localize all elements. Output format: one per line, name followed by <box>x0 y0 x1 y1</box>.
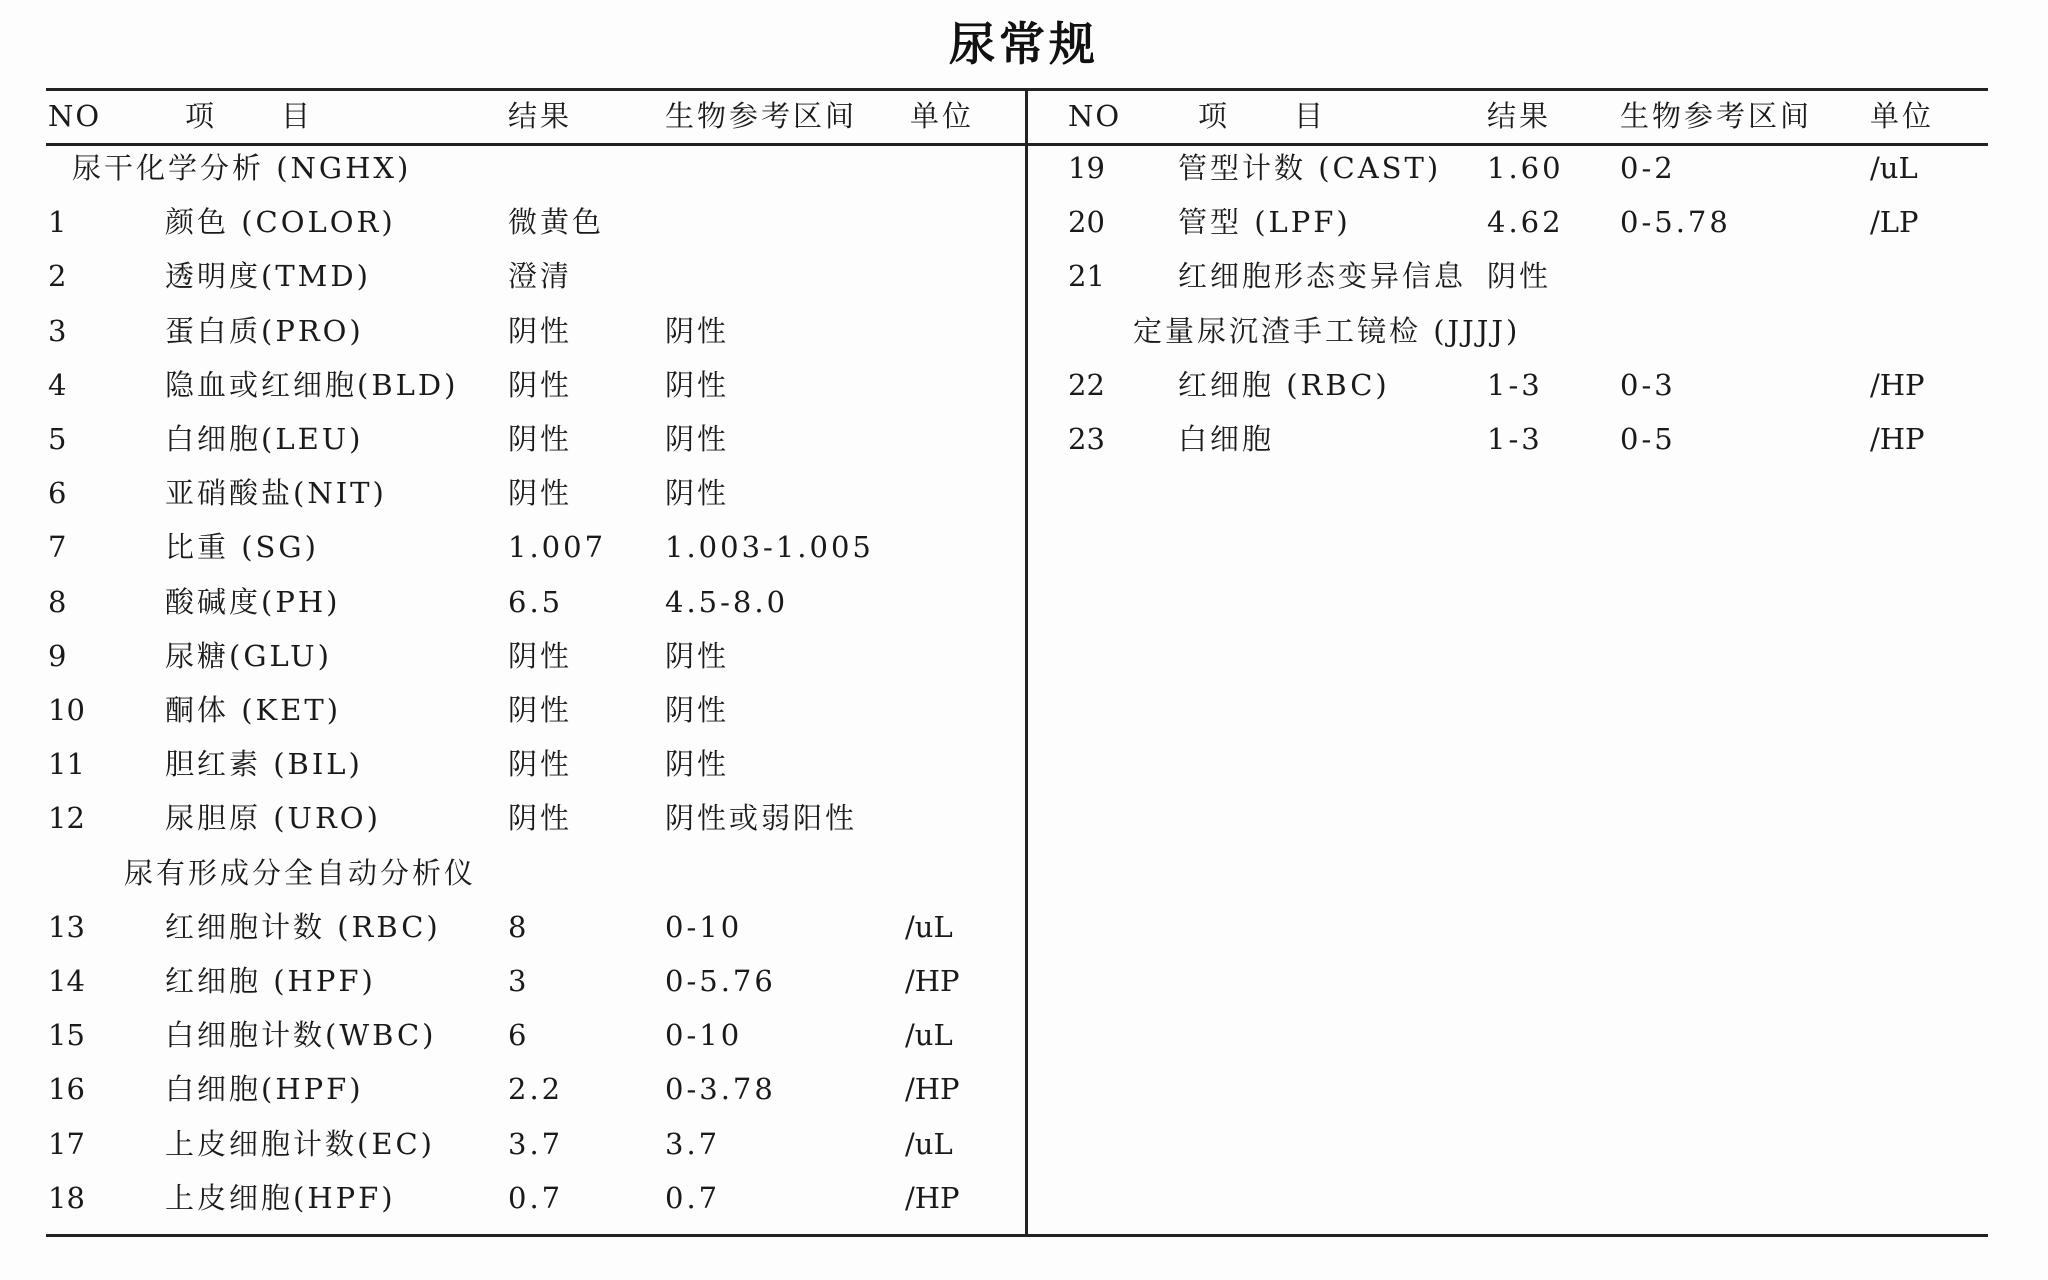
reference-range: 阴性 <box>665 476 730 511</box>
reference-range: 阴性 <box>665 747 730 782</box>
unit: /HP <box>1870 367 1925 402</box>
header-result: 结果 <box>508 99 573 133</box>
unit: /uL <box>1870 151 1918 185</box>
unit: /uL <box>905 909 953 944</box>
test-result: 阴性 <box>508 476 573 511</box>
reference-range: 0-3.78 <box>665 1072 776 1107</box>
test-item-name: 比重 (SG) <box>165 530 319 565</box>
header-reference-range: 生物参考区间 <box>665 99 858 133</box>
test-item-name: 酮体 (KET) <box>165 693 342 727</box>
header-no: NO <box>1068 99 1122 133</box>
column-divider <box>1025 90 1028 1235</box>
header-no: NO <box>48 99 102 133</box>
section-heading: 尿干化学分析 (NGHX) <box>72 151 412 185</box>
test-result: 澄清 <box>508 259 573 294</box>
header-reference-range: 生物参考区间 <box>1620 99 1813 133</box>
test-result: 2.2 <box>508 1072 564 1107</box>
reference-range: 0-5 <box>1620 422 1676 456</box>
reference-range: 阴性 <box>665 313 730 348</box>
test-result: 微黄色 <box>508 205 605 240</box>
row-number: 2 <box>48 259 67 294</box>
test-item-name: 红细胞 (HPF) <box>165 964 376 998</box>
row-number: 18 <box>48 1180 85 1215</box>
test-result: 阴性 <box>508 801 573 836</box>
reference-range: 阴性 <box>665 367 730 402</box>
test-result: 8 <box>508 909 530 944</box>
test-item-name: 管型 (LPF) <box>1178 205 1351 240</box>
row-number: 1 <box>48 205 67 240</box>
test-item-name: 红细胞计数 (RBC) <box>165 909 441 944</box>
row-number: 15 <box>48 1018 85 1053</box>
test-item-name: 管型计数 (CAST) <box>1178 151 1442 185</box>
test-item-name: 亚硝酸盐(NIT) <box>165 476 387 511</box>
test-result: 阴性 <box>1487 259 1552 294</box>
row-number: 20 <box>1068 205 1105 240</box>
row-number: 10 <box>48 693 85 727</box>
test-result: 3 <box>508 964 530 998</box>
reference-range: 0.7 <box>665 1180 721 1215</box>
row-number: 9 <box>48 638 67 673</box>
section-heading: 尿有形成分全自动分析仪 <box>124 855 477 890</box>
test-result: 1.007 <box>508 530 607 565</box>
report-title: 尿常规 <box>949 17 1099 71</box>
unit: /HP <box>905 964 960 998</box>
reference-range: 0-10 <box>665 909 743 944</box>
row-number: 17 <box>48 1126 85 1161</box>
row-number: 6 <box>48 476 67 511</box>
unit: /HP <box>905 1072 960 1107</box>
bottom-rule <box>46 1234 1988 1237</box>
reference-range: 阴性或弱阳性 <box>665 801 858 836</box>
row-number: 12 <box>48 801 85 836</box>
reference-range: 1.003-1.005 <box>665 530 874 565</box>
test-item-name: 上皮细胞(HPF) <box>165 1180 396 1215</box>
row-number: 3 <box>48 313 67 348</box>
top-rule <box>46 88 1988 91</box>
row-number: 23 <box>1068 422 1105 456</box>
reference-range: 阴性 <box>665 422 730 456</box>
reference-range: 0-3 <box>1620 367 1676 402</box>
row-number: 19 <box>1068 151 1105 185</box>
test-item-name: 颜色 (COLOR) <box>165 205 396 240</box>
header-item: 项 目 <box>185 99 314 133</box>
reference-range: 3.7 <box>665 1126 721 1161</box>
header-unit: 单位 <box>910 99 975 133</box>
test-result: 1-3 <box>1487 422 1543 456</box>
reference-range: 0-2 <box>1620 151 1676 185</box>
section-heading: 定量尿沉渣手工镜检 (JJJJ) <box>1133 313 1521 348</box>
row-number: 7 <box>48 530 67 565</box>
row-number: 11 <box>48 747 85 782</box>
reference-range: 0-5.76 <box>665 964 776 998</box>
unit: /LP <box>1870 205 1919 240</box>
reference-range: 阴性 <box>665 638 730 673</box>
test-result: 阴性 <box>508 638 573 673</box>
test-item-name: 透明度(TMD) <box>165 259 371 294</box>
test-item-name: 蛋白质(PRO) <box>165 313 364 348</box>
row-number: 21 <box>1068 259 1105 294</box>
test-result: 6 <box>508 1018 530 1053</box>
row-number: 14 <box>48 964 85 998</box>
test-result: 阴性 <box>508 422 573 456</box>
reference-range: 4.5-8.0 <box>665 584 789 619</box>
test-item-name: 酸碱度(PH) <box>165 584 341 619</box>
test-item-name: 尿糖(GLU) <box>165 638 332 673</box>
unit: /HP <box>1870 422 1925 456</box>
row-number: 16 <box>48 1072 85 1107</box>
test-result: 0.7 <box>508 1180 564 1215</box>
test-item-name: 白细胞(HPF) <box>165 1072 364 1107</box>
header-item: 项 目 <box>1198 99 1327 133</box>
reference-range: 0-5.78 <box>1620 205 1731 240</box>
reference-range: 0-10 <box>665 1018 743 1053</box>
unit: /uL <box>905 1018 953 1053</box>
test-item-name: 白细胞(LEU) <box>165 422 364 456</box>
header-result: 结果 <box>1487 99 1552 133</box>
test-result: 6.5 <box>508 584 564 619</box>
test-result: 阴性 <box>508 367 573 402</box>
test-item-name: 上皮细胞计数(EC) <box>165 1126 435 1161</box>
test-result: 1.60 <box>1487 151 1564 185</box>
row-number: 13 <box>48 909 85 944</box>
test-result: 1-3 <box>1487 367 1543 402</box>
row-number: 22 <box>1068 367 1105 402</box>
test-item-name: 白细胞计数(WBC) <box>165 1018 437 1053</box>
test-result: 阴性 <box>508 747 573 782</box>
test-result: 4.62 <box>1487 205 1564 240</box>
test-result: 阴性 <box>508 313 573 348</box>
header-unit: 单位 <box>1870 99 1935 133</box>
test-item-name: 尿胆原 (URO) <box>165 801 381 836</box>
reference-range: 阴性 <box>665 693 730 727</box>
test-item-name: 胆红素 (BIL) <box>165 747 363 782</box>
test-item-name: 红细胞 (RBC) <box>1178 367 1390 402</box>
test-item-name: 红细胞形态变异信息 <box>1178 259 1467 294</box>
unit: /HP <box>905 1180 960 1215</box>
test-result: 阴性 <box>508 693 573 727</box>
test-item-name: 白细胞 <box>1178 422 1275 456</box>
row-number: 5 <box>48 422 67 456</box>
test-result: 3.7 <box>508 1126 564 1161</box>
header-rule <box>46 143 1988 146</box>
test-item-name: 隐血或红细胞(BLD) <box>165 367 459 402</box>
row-number: 8 <box>48 584 67 619</box>
unit: /uL <box>905 1126 953 1161</box>
row-number: 4 <box>48 367 67 402</box>
